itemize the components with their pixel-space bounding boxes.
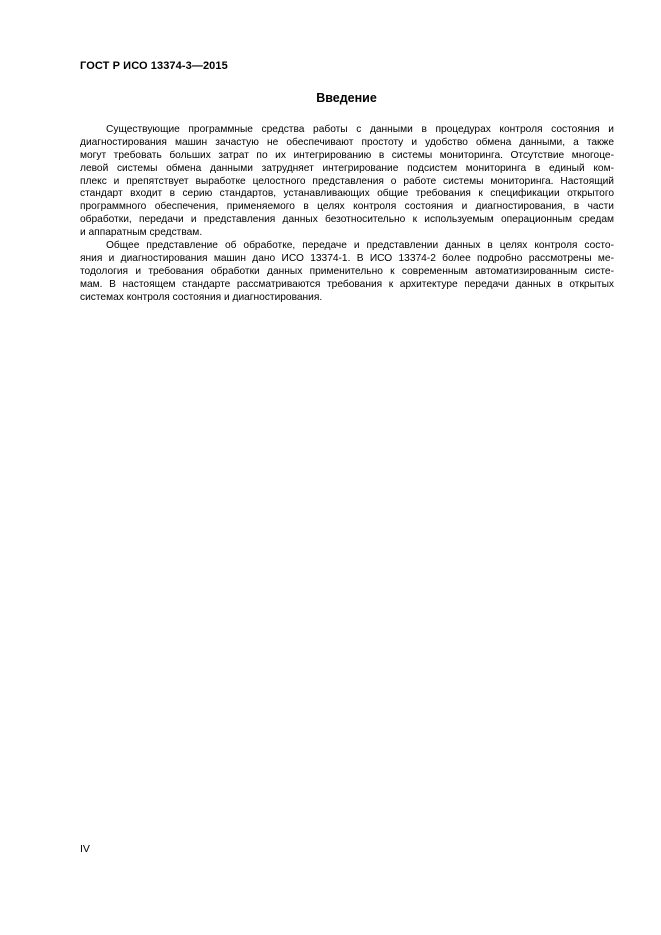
page-number: IV bbox=[80, 843, 90, 855]
text-line: яния и диагностирования машин дано ИСО 13374-1. В ИСО 13374-2 более подробно рассмотрены ме- bbox=[80, 252, 614, 264]
text-line: Существующие программные средства работы с данными в процедурах контроля состояния и bbox=[106, 124, 614, 135]
text-line: программного обеспечения, применяемого в целях контроля состояния и диагностирования, в части bbox=[80, 201, 614, 213]
text-line: тодология и требования обработки данных применительно к современным автоматизированным систе- bbox=[80, 265, 614, 277]
text-line: обработки, передачи и представления данных безотносительно к используемым операционным средам bbox=[80, 214, 614, 226]
text-line: Общее представление об обработке, передаче и представлении данных в целях контроля состо- bbox=[106, 240, 614, 252]
text-line: стандарт входит в серию стандартов, устанавливающих общие требования к спецификации открытого bbox=[80, 188, 614, 200]
text-line: системах контроля состояния и диагностирования. bbox=[80, 291, 323, 303]
document-header: ГОСТ Р ИСО 13374-3—2015 bbox=[80, 60, 228, 72]
section-title: Введение bbox=[316, 91, 377, 105]
paragraph-2 bbox=[80, 240, 614, 304]
body-text bbox=[80, 124, 614, 304]
paragraph-1 bbox=[80, 124, 614, 240]
text-line: мам. В настоящем стандарте рассматриваются требования к архитектуре передачи данных в открытых bbox=[80, 278, 614, 290]
text-line: левой системы обмена данными затрудняет интегрирование подсистем мониторинга в единый ком- bbox=[80, 162, 614, 174]
text-line: и аппаратным средствам. bbox=[80, 227, 203, 239]
text-line: диагностирования машин зачастую не обеспечивают простоту и удобство обмена данными, а также bbox=[80, 136, 614, 148]
text-line: могут требовать больших затрат по их интегрированию в системы мониторинга. Отсутствие многоце- bbox=[80, 149, 614, 161]
text-line: плекс и препятствует выработке целостного представления о работе системы мониторинга. Настоящий bbox=[80, 175, 614, 187]
